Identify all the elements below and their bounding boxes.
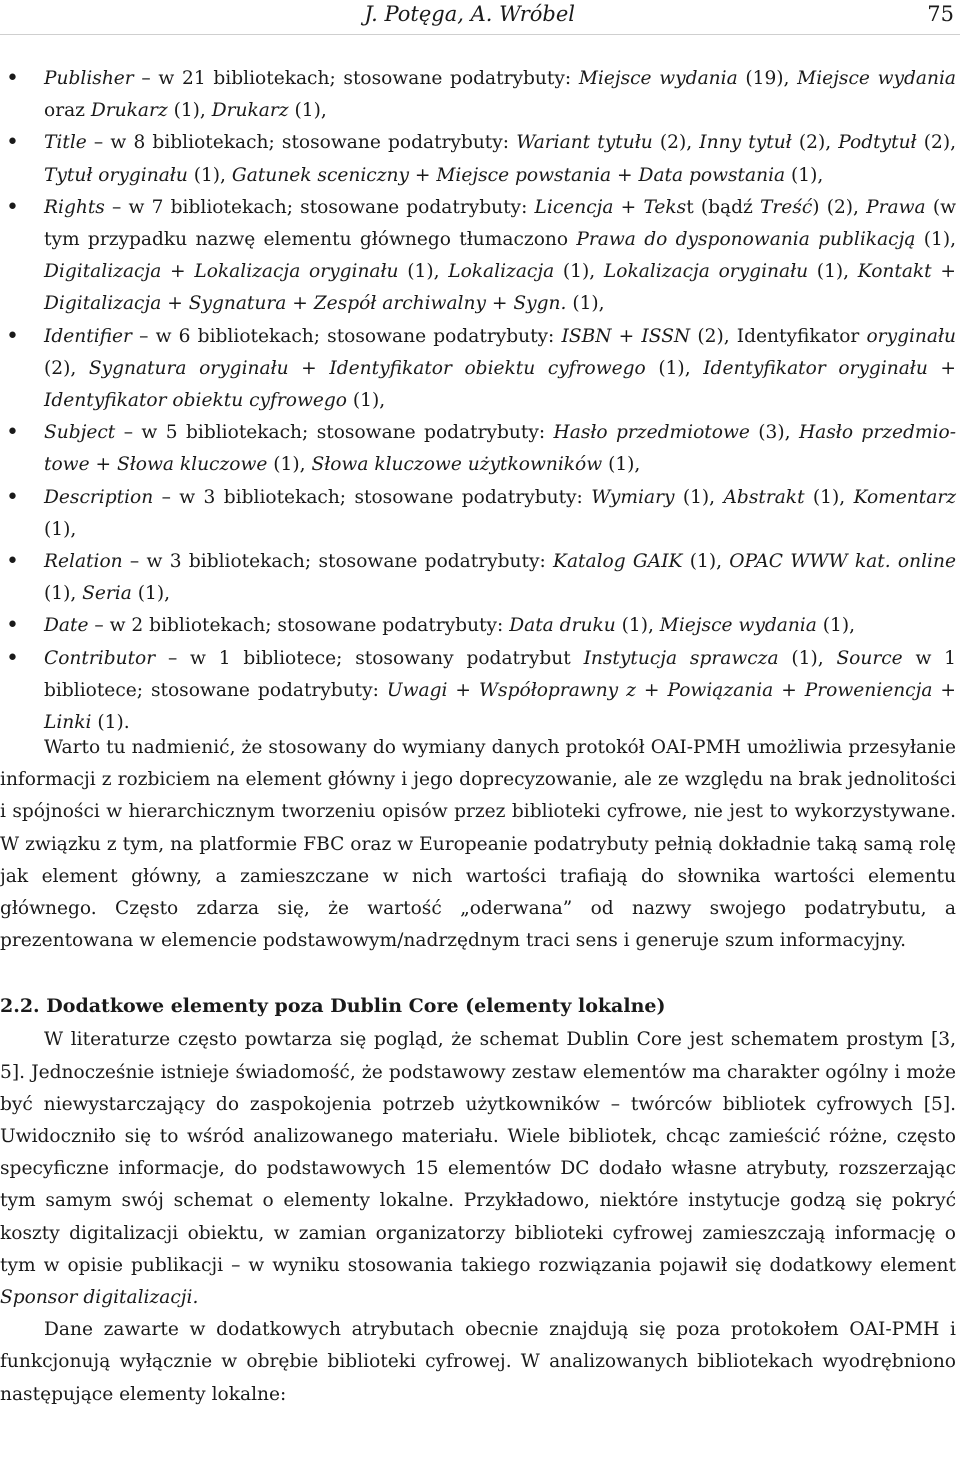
element-name: Wymiary [591, 486, 675, 508]
element-name: OPAC WWW kat. online [729, 551, 956, 573]
list-text: (1), [554, 261, 604, 283]
list-text: (1), [915, 229, 956, 251]
paragraph: Dane zawarte w dodatkowych atrybutach obecnie znajdują się poza protokołem OAI-PMH i funkcjonują wyłącznie w obrębie biblioteki cyfrowej. W analizowanych bibliotekach wyodrębniono następujące elementy lokalne: [0, 1319, 956, 1405]
list-text: (1), [347, 390, 386, 412]
element-name: Sponsor digitalizacji. [0, 1287, 199, 1309]
element-name: Miejsce wydania [659, 615, 817, 637]
list-text: (19), [737, 68, 798, 89]
element-name: Miejsce wydania [578, 68, 738, 89]
element-name: Relation [44, 551, 123, 573]
element-name: Identifier [44, 325, 132, 347]
element-name: Uwagi + Współoprawny z + Powiązania + Proweniencja + Linki [44, 679, 956, 734]
section-number: 2.2. [0, 995, 40, 1018]
list-text: – w 1 bibliotece; stosowany podatrybut [155, 647, 584, 669]
section-heading [0, 990, 956, 1022]
list-item [0, 482, 960, 546]
element-name: Identyfikator oryginału + Identyfikator obiektu cyfrowego [44, 357, 956, 412]
element-name: Abstrakt [723, 486, 805, 508]
element-name: Drukarz [211, 100, 289, 122]
element-name: Title [44, 132, 87, 154]
element-name: Data druku [509, 615, 616, 637]
element-name: Podtytuł [838, 132, 917, 154]
element-name: Treść [760, 196, 813, 218]
list-text: ) (2), [812, 196, 867, 218]
element-name: Katalog GAIK [553, 551, 683, 573]
list-text: – w 6 bibliotekach; stosowane podatrybuty: [131, 325, 562, 347]
page-header [0, 0, 960, 35]
element-name: Hasło przedmiotowe [553, 422, 750, 444]
element-name: Słowa kluczowe użytkowników [311, 454, 603, 476]
list-text: (1), [682, 551, 730, 573]
list-item [0, 192, 960, 321]
element-name: Digitalizacja + Lokalizacja oryginału [44, 261, 399, 283]
element-name: Date [44, 615, 89, 637]
element-name: Prawa [866, 196, 926, 218]
list-item [0, 546, 960, 610]
list-text: t (bądź [686, 196, 761, 218]
element-name: Description [44, 486, 154, 508]
element-name: ISBN + ISSN [561, 325, 691, 347]
list-text: (1), [566, 293, 605, 315]
list-item [0, 127, 960, 191]
list-item [0, 643, 960, 740]
list-text: (1), [398, 261, 449, 283]
list-item [0, 610, 960, 642]
list-text: (1), [167, 100, 212, 122]
element-name: oryginału [866, 325, 956, 347]
element-name: Contributor [44, 647, 156, 669]
list-text: (1), [816, 615, 855, 637]
page-number: 75 [927, 2, 954, 26]
element-name: Subject [44, 422, 116, 444]
list-item [0, 417, 960, 481]
element-name: Prawa do dysponowania publikacją [576, 229, 916, 251]
paragraph-text: W literaturze często powtarza się pogląd, że schemat Dublin Core jest schematem prostym [3, 5]. Jednocześnie istnieje świadomość, że podstawowy zestaw elementów ma charakter ogólny i może być niewystarczający do zaspokojenia potrzeb użytkowników – twórców bibliotek cyfrowych [5]. Uwidoczniło się to wśród analizowanego materiału. Wiele bibliotek, chcąc zamieścić różne, często specyficzne informacje, do podstawowych 15 elementów DC dodało własne atrybuty, rozszerzając tym samym swój schemat o elementy lokalne. Przykładowo, niektóre instytucje godzą się pokryć koszty digitalizacji obiektu, w zamian organizatorzy biblioteki cyfrowej zamieszczają informację o tym w opisie publikacji – w wyniku stosowania takiego rozwiązania pojawił się dodatkowy element [0, 1029, 956, 1276]
list-text: (2), [44, 357, 89, 379]
element-name: Komentarz [853, 486, 957, 508]
list-text: (1), [808, 261, 858, 283]
podatrybuty-list [0, 63, 960, 739]
list-text: – w 2 bibliotekach; stosowane podatrybuty: [88, 615, 510, 637]
list-text: (1). [91, 712, 130, 734]
element-name: Inny tytuł [699, 132, 792, 154]
list-text: (3), [749, 422, 799, 444]
list-text: – w 21 bibliotekach; stosowane podatrybuty: [133, 68, 579, 89]
list-text: (2), [916, 132, 956, 154]
element-name: Source [836, 647, 903, 669]
list-text: (1), [131, 583, 171, 605]
list-text: (2), [791, 132, 839, 154]
list-text: – w 7 bibliotekach; stosowane podatrybuty: [104, 196, 535, 218]
list-text: (1), [615, 615, 660, 637]
element-name: Wariant tytułu [516, 132, 653, 154]
list-text: (1), [804, 486, 854, 508]
list-text: (1), [645, 357, 704, 379]
list-text: oraz [44, 100, 91, 122]
body-text [0, 732, 956, 1411]
list-text: (1), [288, 100, 327, 122]
list-text: (1), [674, 486, 724, 508]
element-name: Sygnatura oryginału + Identyfikator obiektu cyfrowego [88, 357, 646, 379]
running-head: J. Potęga, A. Wróbel [364, 2, 575, 26]
element-name: Lokalizacja [448, 261, 555, 283]
element-name: Lokalizacja oryginału [603, 261, 809, 283]
list-text: (1), [44, 583, 83, 605]
element-name: Licencja + Teks [534, 196, 687, 218]
list-text: – w 3 bibliotekach; stosowane podatrybuty: [153, 486, 592, 508]
element-name: Hasło przedmiotowe + Słowa kluczowe [44, 422, 956, 476]
list-text: (2), [652, 132, 700, 154]
element-name: Publisher [44, 68, 134, 89]
element-name: Rights [44, 196, 105, 218]
list-item [0, 63, 960, 127]
list-item [0, 321, 960, 418]
list-text: (1), [267, 454, 312, 476]
list-text: (1), [785, 164, 824, 186]
element-name: Miejsce wydania [797, 68, 957, 89]
list-text: (1), [778, 647, 837, 669]
element-name: Seria [82, 583, 132, 605]
list-text: w 1 bibliotece; stosowane podatrybuty: [44, 647, 957, 701]
list-text: (1), [44, 518, 77, 540]
section-title: Dodatkowe elementy poza Dublin Core (elementy lokalne) [46, 995, 666, 1018]
list-text: (1), [602, 454, 641, 476]
element-name: Tytuł oryginału [44, 164, 188, 186]
element-name: Kontakt + Digitalizacja + Sygnatura + Zespół archiwalny + Sygn. [44, 261, 956, 315]
list-text: – w 5 bibliotekach; stosowane podatrybuty: [115, 422, 554, 444]
element-name: Instytucja sprawcza [583, 647, 779, 669]
list-text: – w 3 bibliotekach; stosowane podatrybuty: [122, 551, 554, 573]
element-name: Drukarz [90, 100, 168, 122]
paragraph [0, 1024, 956, 1314]
paragraph: Warto tu nadmienić, że stosowany do wymiany danych protokół OAI-PMH umożliwia przesyłanie informacji z rozbiciem na element główny i jego doprecyzowanie, ale ze względu na brak jednolitości i spójności w hierarchicznym tworzeniu opisów przez biblioteki cyfrowe, nie jest to wykorzystywane. W związku z tym, na platformie FBC oraz w Europeanie podatrybuty pełnią dokładnie taką samą rolę jak element główny, a zamieszczane w nich wartości trafiają do słownika wartości elementu głównego. Często zdarza się, że wartość „oderwana” od nazwy swojego podatrybutu, a prezentowana w elemencie podstawowym/nadrzędnym traci sens i generuje szum informacyjny. [0, 737, 956, 952]
list-text: (1), [187, 164, 232, 186]
list-text: (2), Identyfikator [690, 325, 867, 347]
element-name: Gatunek sceniczny + Miejsce powstania + Data powstania [231, 164, 786, 186]
list-text: (w tym przypadku nazwę elementu głównego tłumaczono [44, 196, 957, 251]
list-text: – w 8 bibliotekach; stosowane podatrybuty: [86, 132, 517, 154]
